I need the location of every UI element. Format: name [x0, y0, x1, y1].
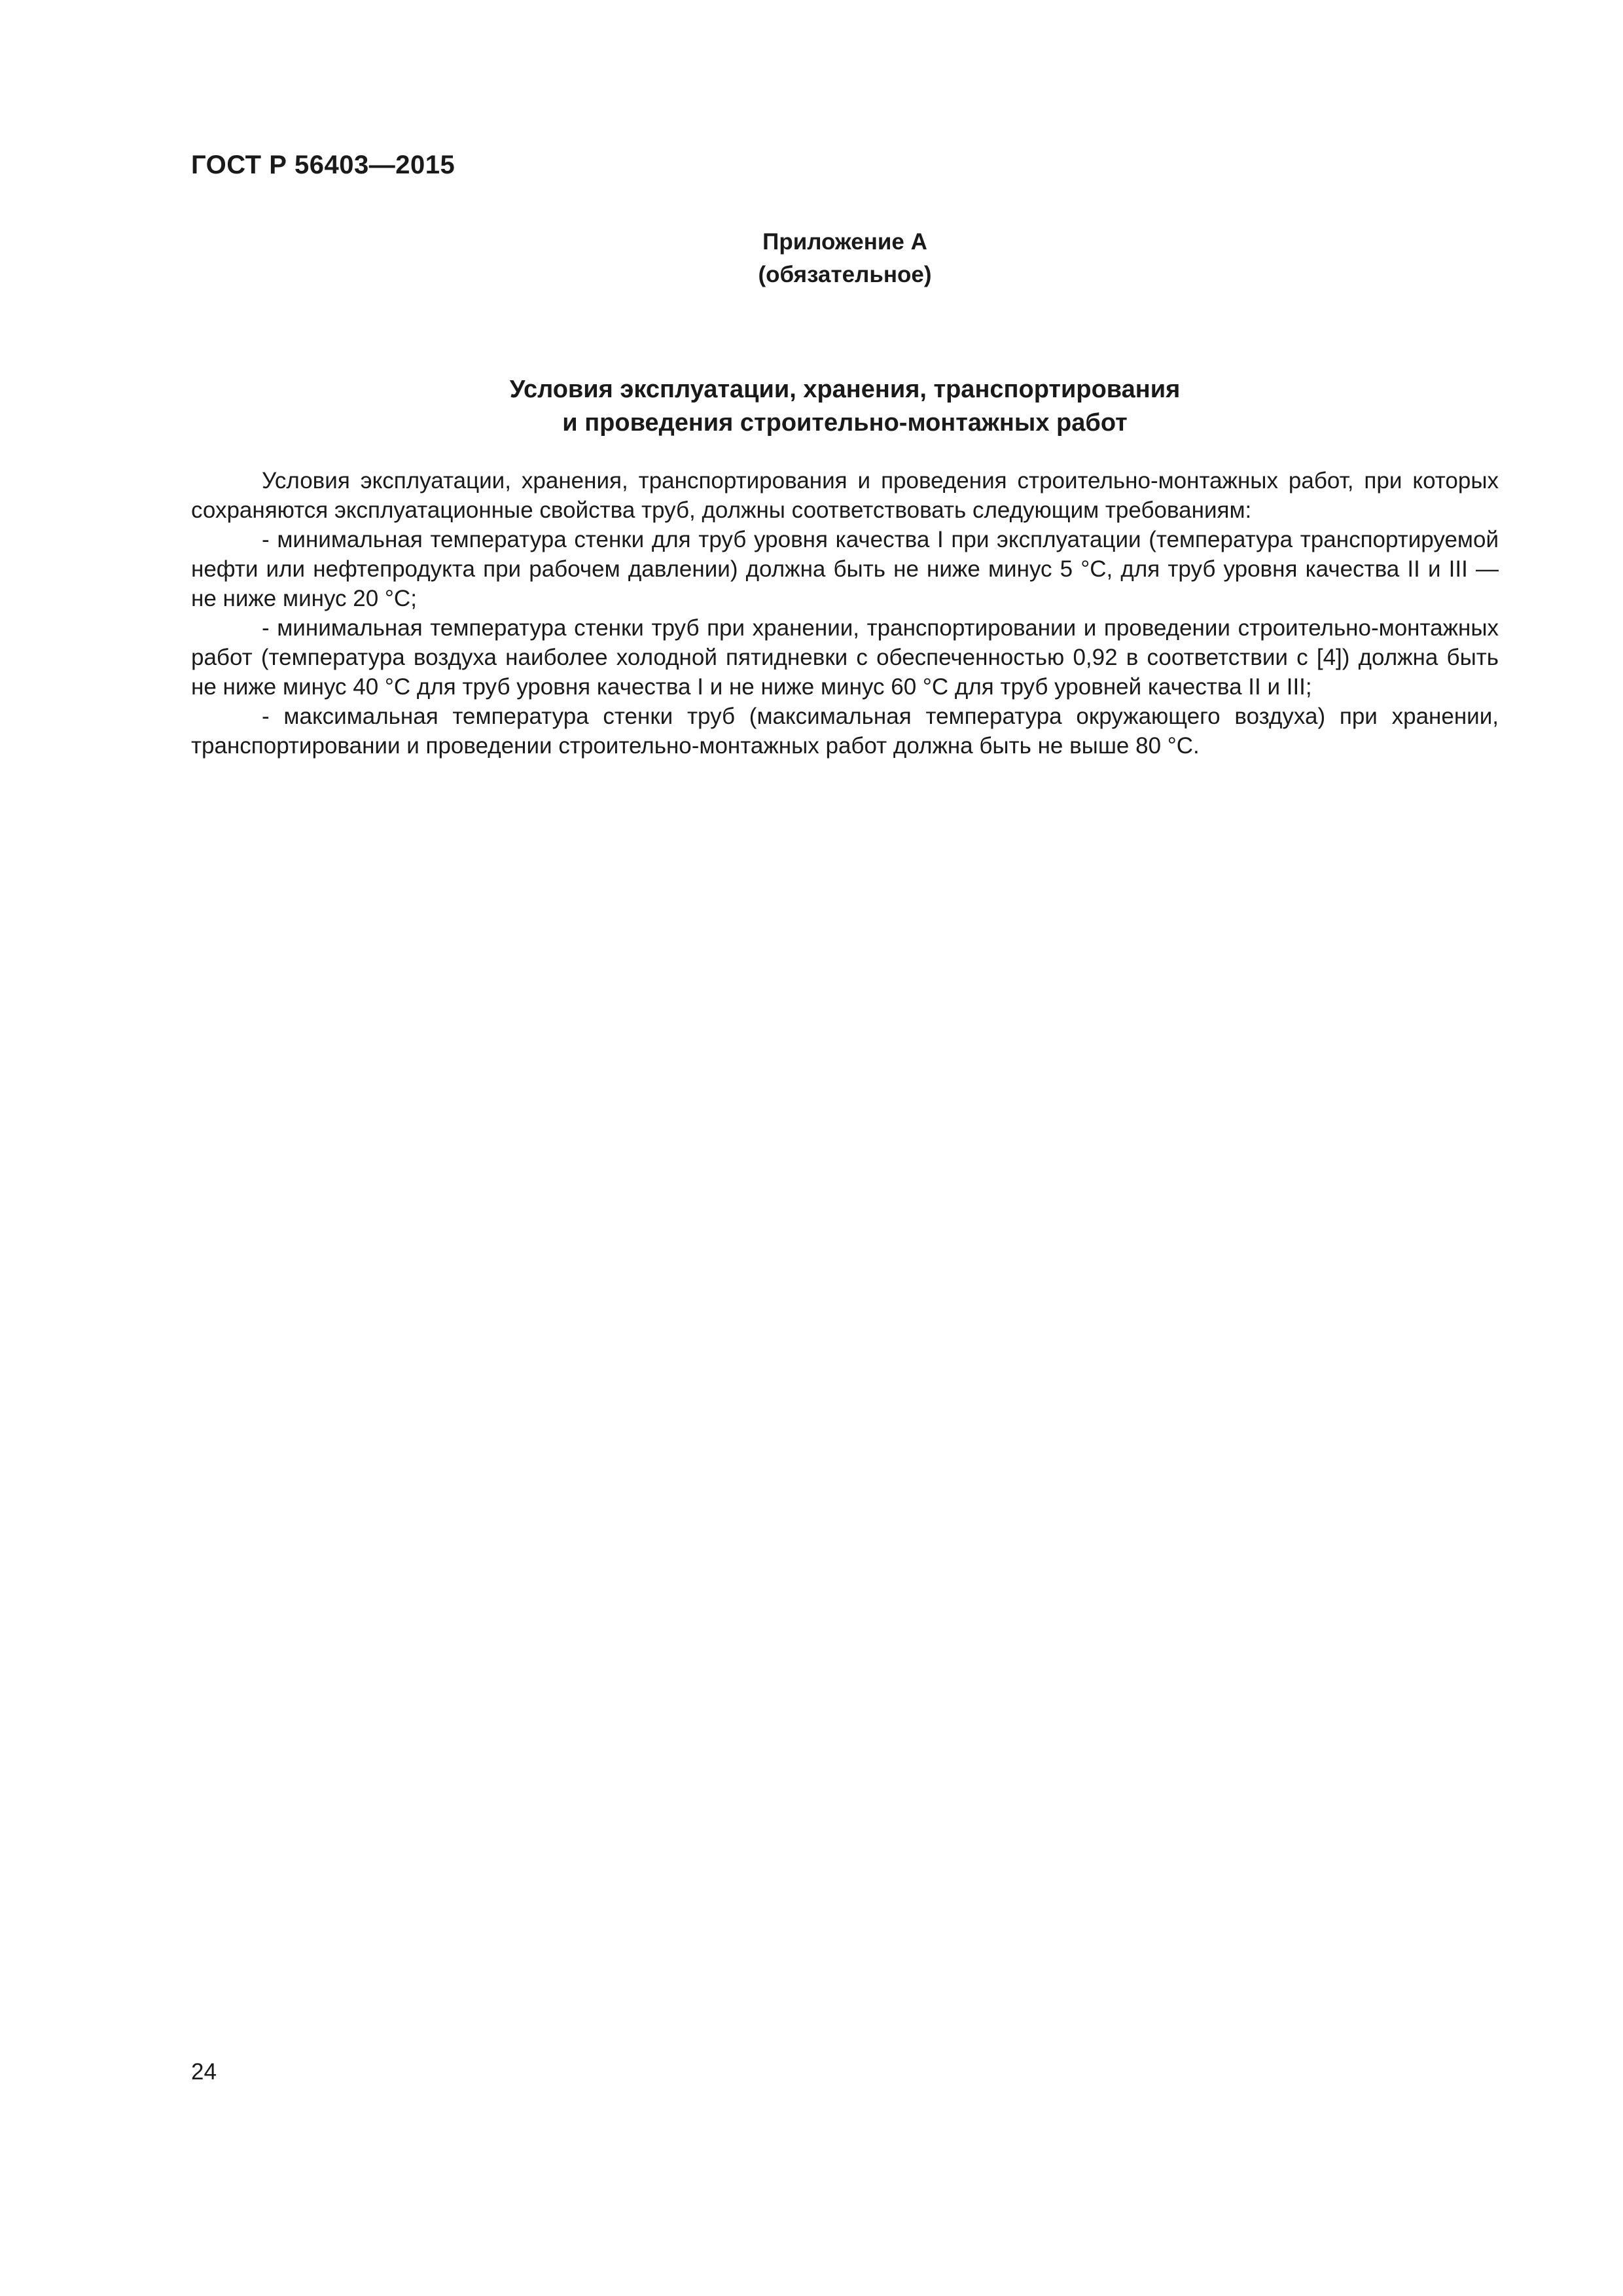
- requirement-item-storage-max: - максимальная температура стенки труб (максимальная температура окружающего воздуха) при хранении, транспортировании и проведении строительно-монтажных работ должна быть не выше 80 °С.: [191, 704, 1499, 759]
- section-title-line-1: Условия эксплуатации, хранения, транспортирования: [509, 376, 1181, 403]
- section-title: [191, 373, 1499, 440]
- annex-heading: [191, 226, 1499, 291]
- requirement-item-storage-min: - минимальная температура стенки труб при хранении, транспортировании и проведении строительно-монтажных работ (температура воздуха наиболее холодной пятидневки с обеспеченностью 0,92 в соответствии с [4]) должна быть не ниже минус 40 °С для труб уровня качества I и не ниже минус 60 °С для труб уровней качества II и III;: [191, 615, 1499, 700]
- paragraph-intro: Условия эксплуатации, хранения, транспортирования и проведения строительно-монтажных работ, при которых сохраняются эксплуатационные свойства труб, должны соответствовать следующим требованиям:: [191, 468, 1499, 523]
- requirement-item-operation: - минимальная температура стенки для труб уровня качества I при эксплуатации (температура транспортируемой нефти или нефтепродукта при рабочем давлении) должна быть не ниже минус 5 °С, для труб уровня качества II и III — не ниже минус 20 °С;: [191, 527, 1499, 611]
- section-title-line-2: и проведения строительно-монтажных работ: [562, 409, 1128, 437]
- annex-status: (обязательное): [758, 262, 932, 287]
- document-code: ГОСТ Р 56403—2015: [191, 151, 455, 179]
- body-text: [191, 466, 1499, 761]
- annex-title: Приложение А: [762, 229, 927, 255]
- page-number: 24: [191, 2059, 217, 2085]
